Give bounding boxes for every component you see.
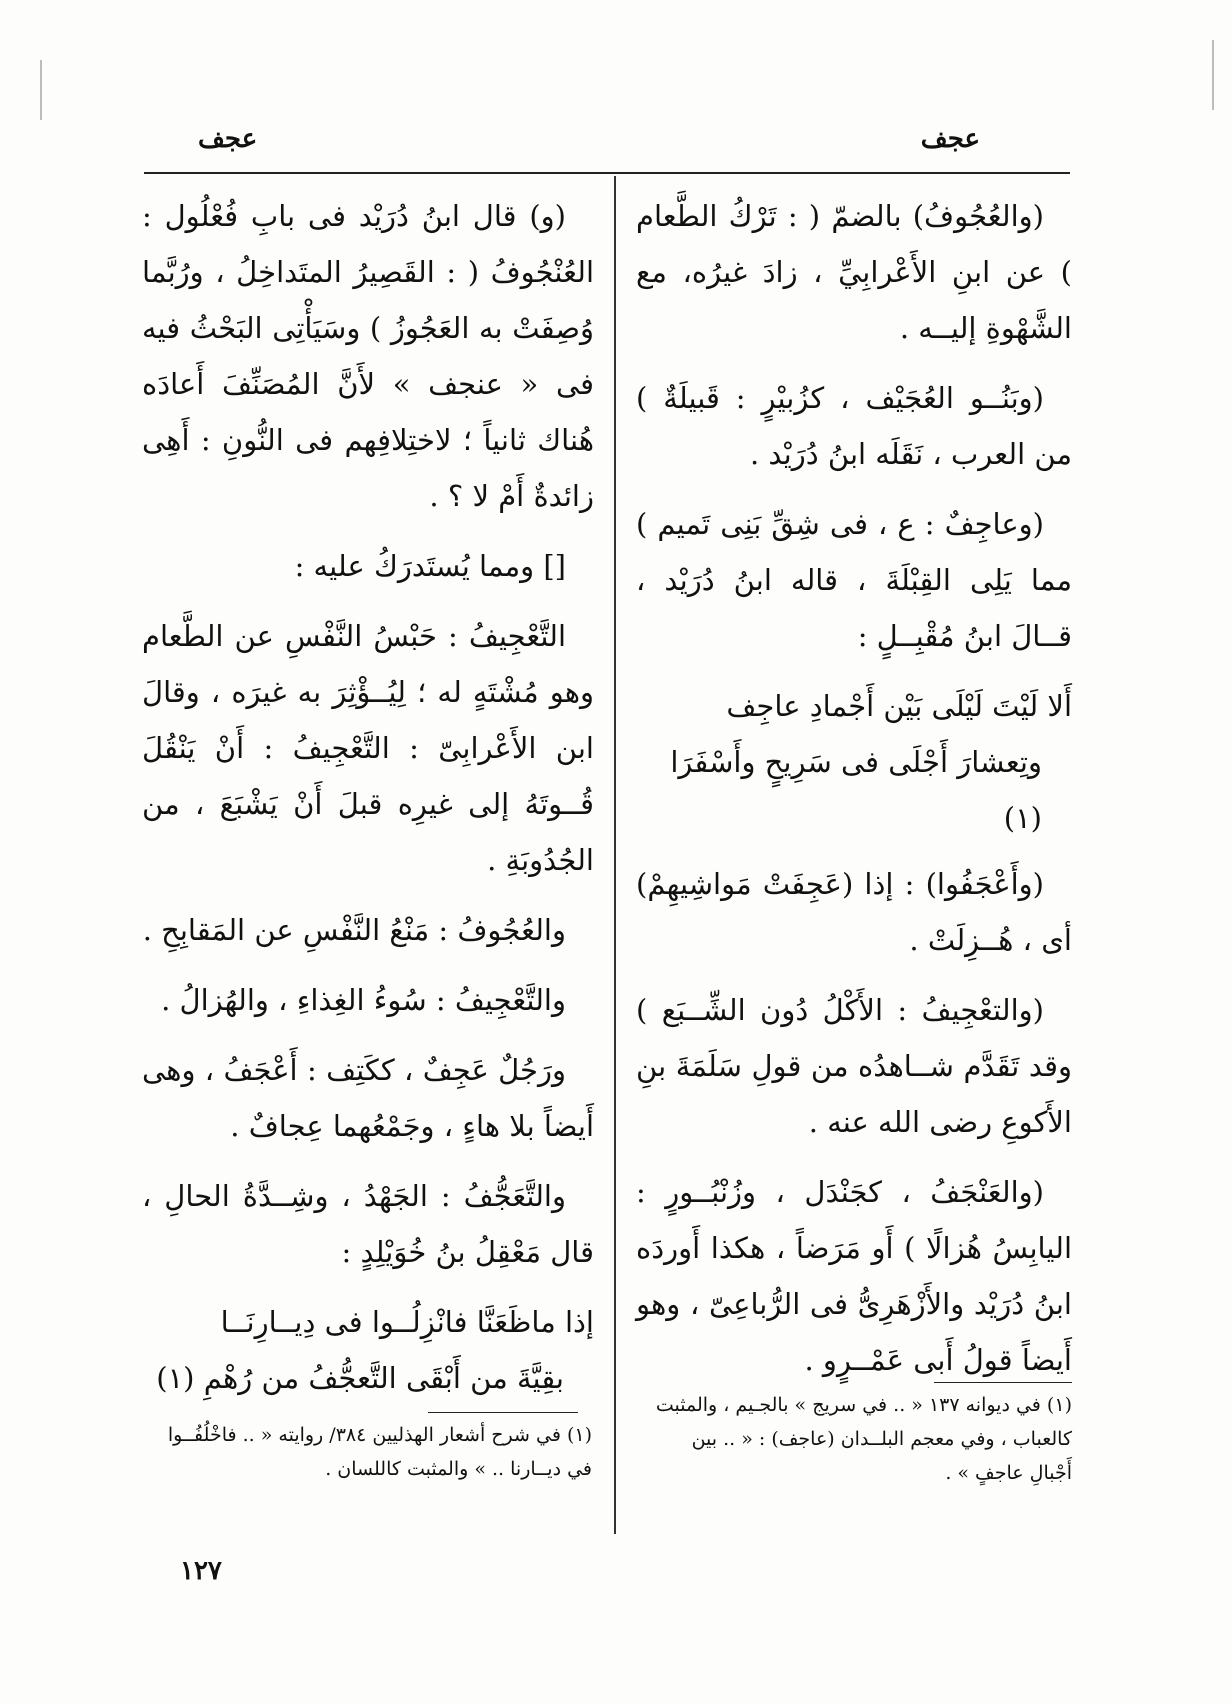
entry-paragraph: (والعَنْجَفُ ، كجَنْدَل ، وزُنْبُــورٍ : اليابِسُ هُزالًا ) أَو مَرَضاً ، هكذا أَوردَه ابنُ دُرَيْد والأَزْهَرِىُّ فى الرُّباعِىّ ، وهو أَيضاً قولُ أَبى عَمْــرٍو . bbox=[636, 1175, 1072, 1377]
addendum-heading: [] ومما يُستَدرَكُ عليه : bbox=[294, 549, 566, 583]
entry-paragraph: (و) قال ابنُ دُرَيْد فى بابِ فُعْلُول : العُنْجُوفُ ( : القَصِيرُ المتَداخِلُ ، ورُبَّما وُصِفَتْ به العَجُوزُ ) وسَيَأْتِى البَحْثُ فيه فى « عنجف » لأَنَّ المُصَنِّفَ أَعادَه هُناك ثانياً ؛ لاختِلافِهم فى النُّونِ : أَهِى زائدةٌ أَمْ لا ؟ . bbox=[142, 199, 594, 513]
running-head-right: عجف bbox=[920, 124, 980, 154]
footnote-rule bbox=[934, 1382, 1072, 1383]
header-rule bbox=[144, 172, 1070, 174]
footnote-right: (١) في ديوانه ١٣٧ « .. في سريج » بالجـيم ، والمثبت كالعباب ، وفي معجم البلــدان (عاجف) : « .. بين أَجْبالِ عاجفٍ » . bbox=[655, 1394, 1072, 1484]
scan-speck bbox=[40, 60, 42, 120]
entry-paragraph: (وبَنُــو العُجَيْف ، كزُبيْرٍ : قَبيلَةٌ ) من العرب ، نَقَلَه ابنُ دُرَيْد . bbox=[636, 381, 1072, 471]
verse-line: إذا ماظَعَنَّا فانْزِلُــوا فى دِيــارِنَــا bbox=[220, 1305, 594, 1339]
verse-line: وتِعشارَ أَجْلَى فى سَرِيحٍ وأَسْفَرَا (١) bbox=[670, 745, 1042, 835]
column-divider bbox=[614, 176, 616, 1534]
scan-speck bbox=[1212, 40, 1214, 110]
right-column bbox=[636, 188, 1072, 1402]
footnote-left: (١) في شرح أشعار الهذليين ٣٨٤/ روايته « .. فاخْلُفُــوا في ديــارنا .. » والمثبت كاللسان . bbox=[167, 1424, 592, 1480]
verse-line: بقِيَّةَ من أَبْقَى التَّعجُّفُ من رُهْمِ (١) bbox=[156, 1361, 564, 1395]
verse-line: أَلا لَيْتَ لَيْلَى بَيْن أَجْمادِ عاجِف bbox=[726, 689, 1072, 723]
poetry-verse bbox=[636, 678, 1072, 846]
entry-paragraph: والعُجُوفُ : مَنْعُ النَّفْسِ عن المَقابِحِ . bbox=[142, 913, 566, 947]
poetry-verse bbox=[142, 1294, 594, 1406]
entry-paragraph: (والعُجُوفُ) بالضمّ ( : تَرْكُ الطَّعام ) عن ابنِ الأَعْرابِيِّ ، زادَ غيرُه، مع الشَّهْوةِ إليــه . bbox=[636, 199, 1072, 345]
page-number: ١٢٧ bbox=[180, 1556, 222, 1586]
entry-paragraph: (والتعْجِيفُ : الأَكْلُ دُون الشِّــبَع ) وقد تَقَدَّم شــاهدُه من قولِ سَلَمَةَ بنِ الأَكوعِ رضى الله عنه . bbox=[636, 993, 1072, 1139]
entry-paragraph: (وأَعْجَفُوا) : إذا (عَجِفَتْ مَواشِيهِمْ) أى ، هُــزِلَتْ . bbox=[636, 867, 1072, 957]
running-head-left: عجف bbox=[198, 124, 258, 154]
entry-paragraph: (وعاجِفٌ : ع ، فى شِقِّ بَنِى تَميم ) مما يَلِى القِبْلَةَ ، قاله ابنُ دُرَيْد ، قــالَ ابنُ مُقْبِــلٍ : bbox=[636, 507, 1072, 653]
entry-paragraph: والتَّعَجُّفُ : الجَهْدُ ، وشِــدَّةُ الحالِ ، قال مَعْقِلُ بنُ خُوَيْلِدٍ : bbox=[142, 1179, 594, 1269]
entry-paragraph: التَّعْجِيفُ : حَبْسُ النَّفْسِ عن الطَّعام وهو مُشْتَهٍ له ؛ لِيُــؤْثِرَ به غيرَه ، وقالَ ابن الأَعْرابِىّ : التَّعْجِيفُ : أَنْ يَنْقُلَ قُــوتَهُ إلى غيرِه قبلَ أَنْ يَشْبَعَ ، من الجُدُوبَةِ . bbox=[142, 619, 594, 877]
entry-paragraph: والتَّعْجِيفُ : سُوءُ الغِذاءِ ، والهُزالُ . bbox=[161, 983, 566, 1017]
footnote-rule bbox=[428, 1412, 578, 1413]
entry-paragraph: ورَجُلٌ عَجِفٌ ، ككَتِف : أَعْجَفُ ، وهى أَيضاً بلا هاءٍ ، وجَمْعُهما عِجافٌ . bbox=[142, 1053, 594, 1143]
left-column bbox=[142, 188, 594, 1416]
